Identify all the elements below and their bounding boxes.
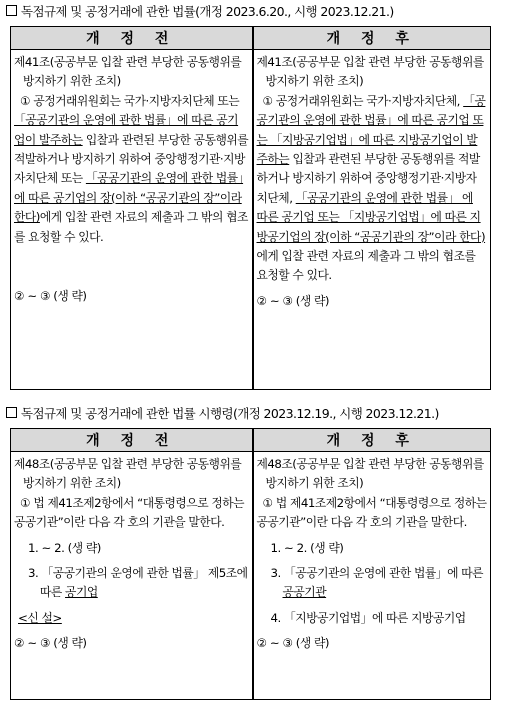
section2-title	[6, 404, 439, 422]
section1-before-cell	[11, 50, 253, 390]
underlined-text: 「공공기관의 운영에 관한 법률」에 따른 공기업의 장(이하 “공공기관의 장”이라 한다)	[14, 171, 244, 225]
checkbox-square-icon	[6, 407, 17, 418]
text-run: 에게 입찰 관련 자료의 제출과 그 밖의 협조를 요청할 수 있다.	[256, 249, 476, 283]
underlined-text: 「공공기관의 운영에 관한 법률」에 따른 공기업 또는 「지방공기업법」에 따른 지방공기업이 발주하는	[256, 93, 486, 167]
section1-body-row	[11, 50, 491, 390]
section1-title	[6, 2, 394, 20]
header-after: 개 정 후	[253, 429, 491, 452]
text-run: 입찰과 관련된 부당한 공동행위를 적발하거나 방지하기 위하여 중앙행정기관·지방자치단체,	[256, 152, 480, 205]
section1-comparison-table	[10, 26, 491, 390]
underlined-text: 공공기관	[282, 585, 327, 600]
article-title: 제41조(공공부문 입찰 관련 부당한 공동행위를 방지하기 위한 조치)	[256, 55, 484, 89]
omitted-paragraphs: ② ~ ③ (생 략)	[14, 289, 87, 304]
header-before: 개 정 전	[11, 27, 253, 50]
section1-after-cell	[253, 50, 491, 390]
section2-comparison-table	[10, 428, 491, 700]
paragraph-1	[14, 92, 249, 247]
omitted-paragraphs: ② ~ ③ (생 략)	[256, 293, 330, 308]
item-3	[14, 564, 249, 603]
text-run: ① 공정거래위원회는 국가·지방자치단체 또는	[20, 93, 240, 108]
underlined-text: 「공공기관의 운영에 관한 법률」에 따른 공기업이 발주하는	[14, 113, 239, 147]
section2-after-cell	[253, 452, 491, 700]
underlined-text: 공기업	[65, 585, 98, 600]
new-provision-marker: <신 설>	[18, 610, 62, 625]
paragraph-1: ① 법 제41조제2항에서 “대통령령으로 정하는 공공기관”이란 다음 각 호의 기관을 말한다.	[256, 495, 487, 530]
paragraph-1: ① 법 제41조제2항에서 “대통령령으로 정하는 공공기관”이란 다음 각 호의 기관을 말한다.	[14, 495, 245, 530]
text-run: 에게 입찰 관련 자료의 제출과 그 밖의 협조를 요청할 수 있다.	[14, 210, 248, 244]
text-run: ① 공정거래위원회는 국가·지방자치단체,	[262, 93, 464, 108]
paragraph-1	[257, 92, 488, 286]
underlined-text: 「공공기관의 운영에 관한 법률」 에 따른 공기업 또는 「지방공기업법」에 따른 지방공기업의 장(이하 “공공기관의 장”이라 한다)	[256, 190, 486, 244]
checkbox-square-icon	[6, 5, 17, 16]
section1-title-text: 독점규제 및 공정거래에 관한 법률(개정 2023.6.20., 시행 2023.12.21.)	[21, 4, 394, 19]
text-run: 3. 「공공기관의 운영에 관한 법률」 제5조에 따른	[28, 566, 248, 600]
item-3	[257, 564, 488, 603]
section1-header-row	[11, 27, 491, 50]
section2-body-row	[11, 452, 491, 700]
items-1-2: 1. ~ 2. (생 략)	[270, 540, 344, 555]
items-1-2: 1. ~ 2. (생 략)	[28, 540, 101, 555]
section2-title-text: 독점규제 및 공정거래에 관한 법률 시행령(개정 2023.12.19., 시행 2023.12.21.)	[21, 406, 439, 421]
omitted-paragraphs: ② ~ ③ (생 략)	[14, 636, 87, 651]
section2-before-cell	[11, 452, 253, 700]
text-run: 3. 「공공기관의 운영에 관한 법률」에 따른	[270, 566, 484, 581]
omitted-paragraphs: ② ~ ③ (생 략)	[256, 636, 330, 651]
header-after: 개 정 후	[253, 27, 491, 50]
article-title: 제48조(공공부문 입찰 관련 부당한 공동행위를 방지하기 위한 조치)	[14, 457, 242, 491]
text-run: 입찰과 관련된 부당한 공동행위를 적발하거나 방지하기 위하여 중앙행정기관·지방자치단체 또는	[14, 132, 249, 186]
header-before: 개 정 전	[11, 429, 253, 452]
item-4: 4. 「지방공기업법」에 따른 지방공기업	[270, 610, 466, 625]
section2-header-row	[11, 429, 491, 452]
article-title: 제48조(공공부문 입찰 관련 부당한 공동행위를 방지하기 위한 조치)	[256, 457, 484, 491]
article-title: 제41조(공공부문 입찰 관련 부당한 공동행위를 방지하기 위한 조치)	[14, 55, 242, 89]
